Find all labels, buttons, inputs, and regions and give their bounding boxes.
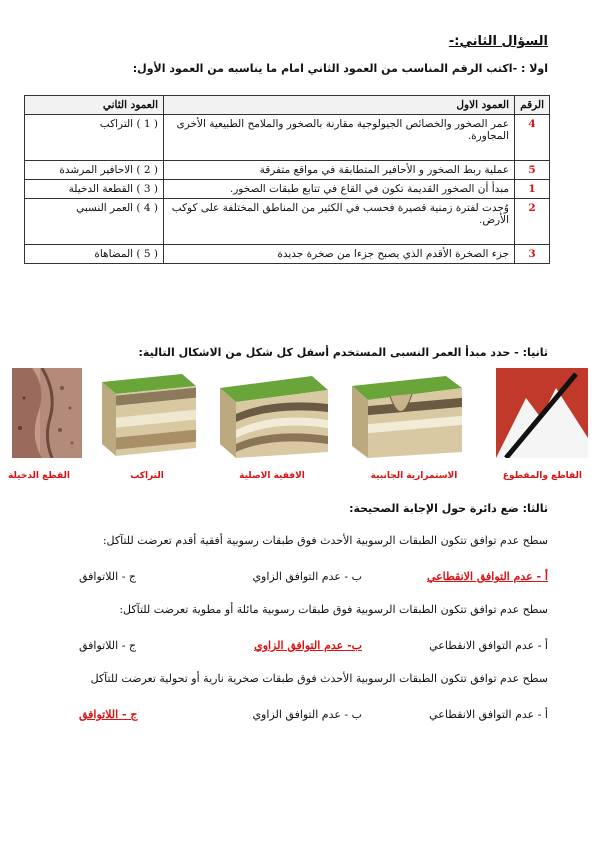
xenolith-image [12, 368, 82, 458]
q1-option-a[interactable]: أ - عدم التوافق الانقطاعي [426, 570, 548, 583]
q3-option-b[interactable]: ب - عدم التوافق الزاوي [252, 708, 362, 721]
caption-superposition: التراكب [130, 471, 164, 481]
q1-option-b[interactable]: ب - عدم التوافق الزاوي [252, 570, 362, 583]
header-col2: العمود الثاني [25, 96, 164, 115]
part3-instruction: ثالثا: ضع دائرة حول الإجابة الصحيحة: [349, 502, 548, 515]
cross-cutting-image [496, 368, 588, 458]
column1-text: جزء الصخرة الأقدم الذي يصبح جزءا من صخرة جديدة [164, 245, 515, 264]
caption-cross-cutting: القاطع والمقطوع [502, 471, 582, 481]
question-1-text: سطح عدم توافق تتكون الطبقات الرسوبية الأحدث فوق طبقات رسوبية أفقية أقدم تعرضت للتآكل: [102, 534, 548, 547]
column1-text: عملية ربط الصخور و الأحافير المتطابقة في مواقع متفرقة [164, 161, 515, 180]
column2-text: ( 4 ) العمر النسبي [25, 199, 164, 245]
answer-number[interactable]: 5 [515, 161, 550, 180]
caption-lateral-continuity: الاستمرارية الجانبية [370, 471, 458, 481]
table-row [25, 199, 550, 245]
header-num: الرقم [515, 96, 550, 115]
question-3-text: سطح عدم توافق تتكون الطبقات الرسوبية الأحدث فوق طبقات صخرية نارية أو تحولية تعرضت للتآكل [90, 672, 548, 685]
question-title: السؤال الثاني:- [448, 34, 548, 49]
table-row [25, 245, 550, 264]
table-row [25, 180, 550, 199]
matching-table [24, 95, 550, 264]
q3-option-a[interactable]: أ - عدم التوافق الانقطاعي [429, 708, 548, 721]
question-2-text: سطح عدم توافق تتكون الطبقات الرسوبية فوق طبقات رسوبية مائلة أو مطوية تعرضت للتآكل: [119, 603, 548, 616]
answer-number[interactable]: 4 [515, 115, 550, 161]
superposition-block-image [92, 368, 202, 458]
original-horizontality-block-image [212, 368, 332, 458]
column1-text: عمر الصخور والخصائص الجيولوجية مقارنة بالصخور والملامح الطبيعية الأخرى المجاورة. [164, 115, 515, 161]
part1-instruction: اولا : -اكتب الرقم المناسب من العمود الثاني امام ما يناسبه من العمود الأول: [132, 62, 548, 75]
table-header-row [25, 96, 550, 115]
q2-option-c[interactable]: ج - اللاتوافق [79, 639, 137, 652]
lateral-continuity-block-image [346, 368, 466, 458]
q3-option-c[interactable]: ج - اللاتوافق [79, 708, 138, 721]
caption-original-horizontality: الافقية الاصلية [239, 471, 305, 481]
column2-text: ( 3 ) القطعة الدخيلة [25, 180, 164, 199]
q1-option-c[interactable]: ج - اللاتوافق [79, 570, 137, 583]
column2-text: ( 1 ) التراكب [25, 115, 164, 161]
table-row [25, 161, 550, 180]
column1-text: مبدأ أن الصخور القديمة تكون في القاع في تتابع طبقات الصخور. [164, 180, 515, 199]
answer-number[interactable]: 1 [515, 180, 550, 199]
caption-xenolith: القطع الدخيلة [8, 471, 70, 481]
column2-text: ( 5 ) المضاهاة [25, 245, 164, 264]
answer-number[interactable]: 2 [515, 199, 550, 245]
part2-instruction: ثانيا: - حدد مبدأ العمر النسبى المستخدم أسفل كل شكل من الاشكال التالية: [138, 346, 548, 359]
answer-number[interactable]: 3 [515, 245, 550, 264]
column1-text: وُجدت لفترة زمنية قصيرة فحسب في الكثير من المناطق المختلفة على كوكب الأرض. [164, 199, 515, 245]
q2-option-a[interactable]: أ - عدم التوافق الانقطاعي [429, 639, 548, 652]
header-col1: العمود الاول [164, 96, 515, 115]
table-row [25, 115, 550, 161]
column2-text: ( 2 ) الاحافير المرشدة [25, 161, 164, 180]
q2-option-b[interactable]: ب- عدم التوافق الزاوي [254, 639, 362, 652]
